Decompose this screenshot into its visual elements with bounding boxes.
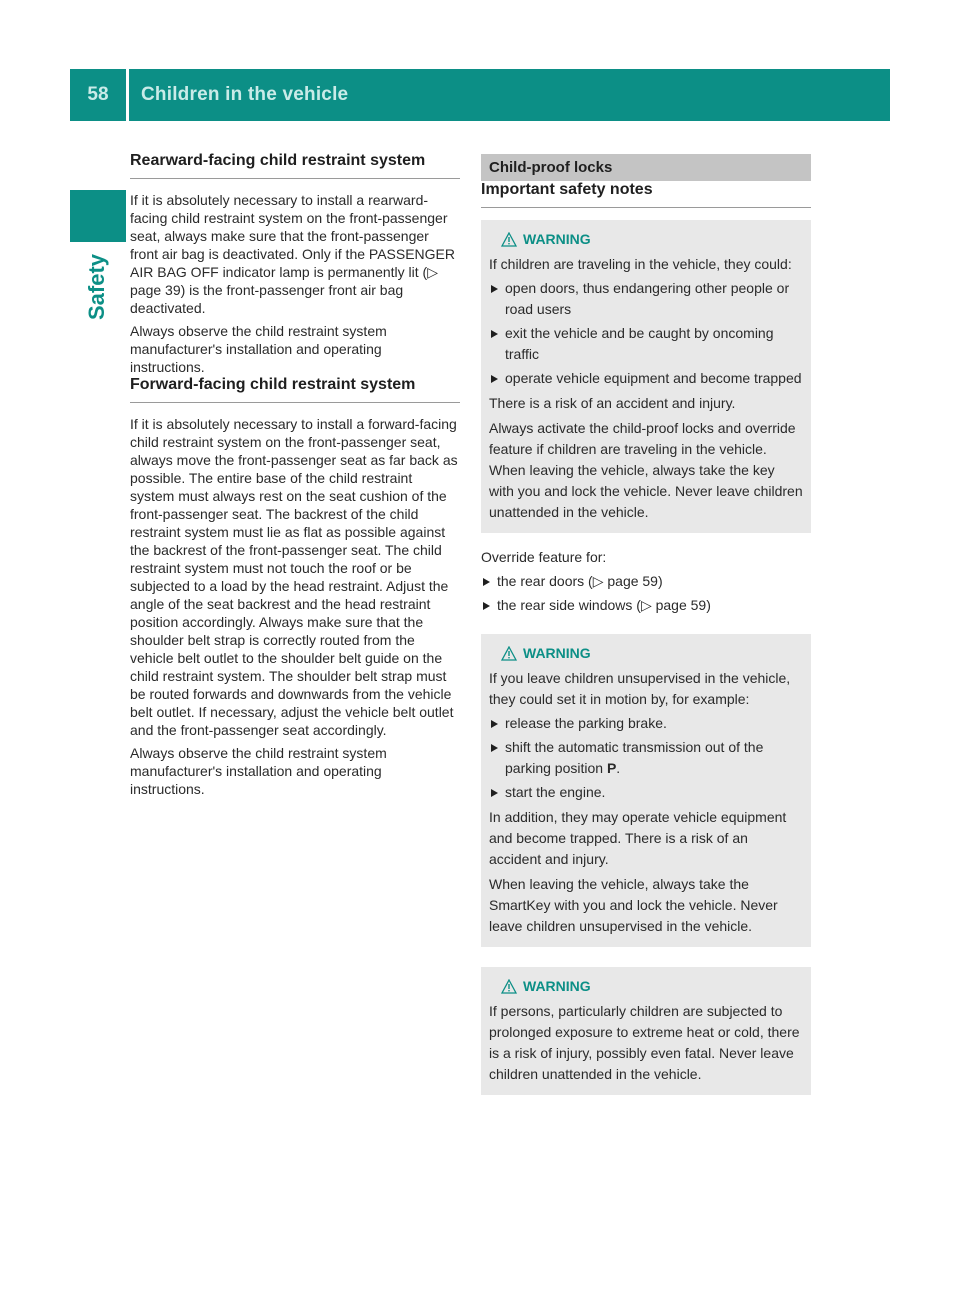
warning-box-3 — [481, 967, 811, 1095]
forward-paragraph-1: If it is absolutely necessary to install a forward-facing child restraint system on the front-passenger seat, always move the front-passenger seat as far back as possible. The entire base of the child restraint system must always rest on the seat cushion of the front-passenger seat. The backrest of the child restraint system must lie as flat as possible against the backrest of the front-passenger seat. The child restraint system must not touch the roof or be subjected to a load by the head restraint. Adjust the angle of the seat backrest and the head restraint position accordingly. Always make sure that the shoulder belt strap is correctly routed from the vehicle belt outlet to the shoulder belt guide on the child restraint system. The shoulder belt strap must be routed forwards and downwards from the vehicle belt outlet. If necessary, adjust the vehicle belt outlet and the front-passenger seat accordingly. — [130, 416, 458, 738]
warning-2-paragraph-2: When leaving the vehicle, always take the SmartKey with you and lock the vehicle. Never leave children unsupervised in the vehicle. — [489, 876, 778, 934]
warning-2-intro: If you leave children unsupervised in the vehicle, they could set it in motion by, for example: — [489, 670, 791, 707]
warning-1-intro: If children are traveling in the vehicle, they could: — [489, 256, 792, 272]
warning-label: WARNING — [523, 978, 591, 994]
warning-1-list — [489, 278, 803, 389]
rearward-heading: Rearward-facing child restraint system — [130, 152, 460, 179]
chapter-title-bar: Child-proof locks — [481, 154, 811, 181]
rearward-paragraph-2: Always observe the child restraint system manufacturer's installation and operating instructions. — [130, 323, 387, 375]
warning-2-paragraph-1: In addition, they may operate vehicle equipment and become trapped. There is a risk of an accident and injury. — [489, 809, 787, 867]
safety-notes-heading: Important safety notes — [481, 181, 811, 208]
list-item: the rear doors (▷ page 59) — [481, 571, 811, 592]
warning-triangle-icon — [501, 646, 517, 661]
page-number: 58 — [87, 84, 109, 105]
warning-box-1 — [481, 220, 811, 533]
header-divider — [126, 69, 129, 121]
list-item-text: shift the automatic transmission out of the parking position — [505, 739, 764, 776]
forward-paragraph-2: Always observe the child restraint system manufacturer's installation and operating instructions. — [130, 745, 387, 797]
warning-1-instruction: Always activate the child-proof locks and override feature if children are traveling in the vehicle. When leaving the vehicle, always take the key with you and lock the vehicle. Never leave children unattended in the vehicle. — [489, 420, 803, 520]
warning-triangle-icon — [501, 232, 517, 247]
warning-label: WARNING — [523, 645, 591, 661]
list-item: start the engine. — [489, 782, 803, 803]
warning-3-paragraph: If persons, particularly children are subjected to prolonged exposure to extreme heat or cold, there is a risk of injury, possibly even fatal. Never leave children unattended in the vehicle. — [489, 1003, 800, 1082]
rearward-paragraph-1: If it is absolutely necessary to install a rearward-facing child restraint system on the front-passenger seat, always make sure that the front-passenger front air bag is deactivated. Only if the PASSENGER AIR BAG OFF indicator lamp is permanently lit (▷ page 39) is the front-passenger front air bag deactivated. — [130, 192, 456, 316]
list-item: release the parking brake. — [489, 713, 803, 734]
warning-1-risk: There is a risk of an accident and injury. — [489, 395, 736, 411]
list-item-end: . — [616, 760, 621, 776]
warning-header — [489, 642, 803, 664]
gear-position-label: P — [606, 760, 617, 776]
page-title: Children in the vehicle — [141, 84, 349, 105]
left-column — [130, 152, 460, 798]
list-item: the rear side windows (▷ page 59) — [481, 595, 811, 616]
section-tab-label: Safety — [84, 253, 109, 320]
warning-header — [489, 975, 803, 997]
override-label: Override feature for: — [481, 549, 607, 565]
forward-heading: Forward-facing child restraint system — [130, 376, 460, 403]
list-item: exit the vehicle and be caught by oncoming traffic — [489, 323, 803, 365]
warning-triangle-icon — [501, 979, 517, 994]
section-tab-marker — [70, 190, 126, 242]
list-item — [489, 737, 803, 779]
list-item: operate vehicle equipment and become trapped — [489, 368, 803, 389]
right-column — [481, 154, 811, 1095]
warning-box-2 — [481, 634, 811, 947]
warning-2-list — [489, 713, 803, 803]
override-list — [481, 571, 811, 616]
warning-header — [489, 228, 803, 250]
warning-label: WARNING — [523, 231, 591, 247]
list-item: open doors, thus endangering other people or road users — [489, 278, 803, 320]
